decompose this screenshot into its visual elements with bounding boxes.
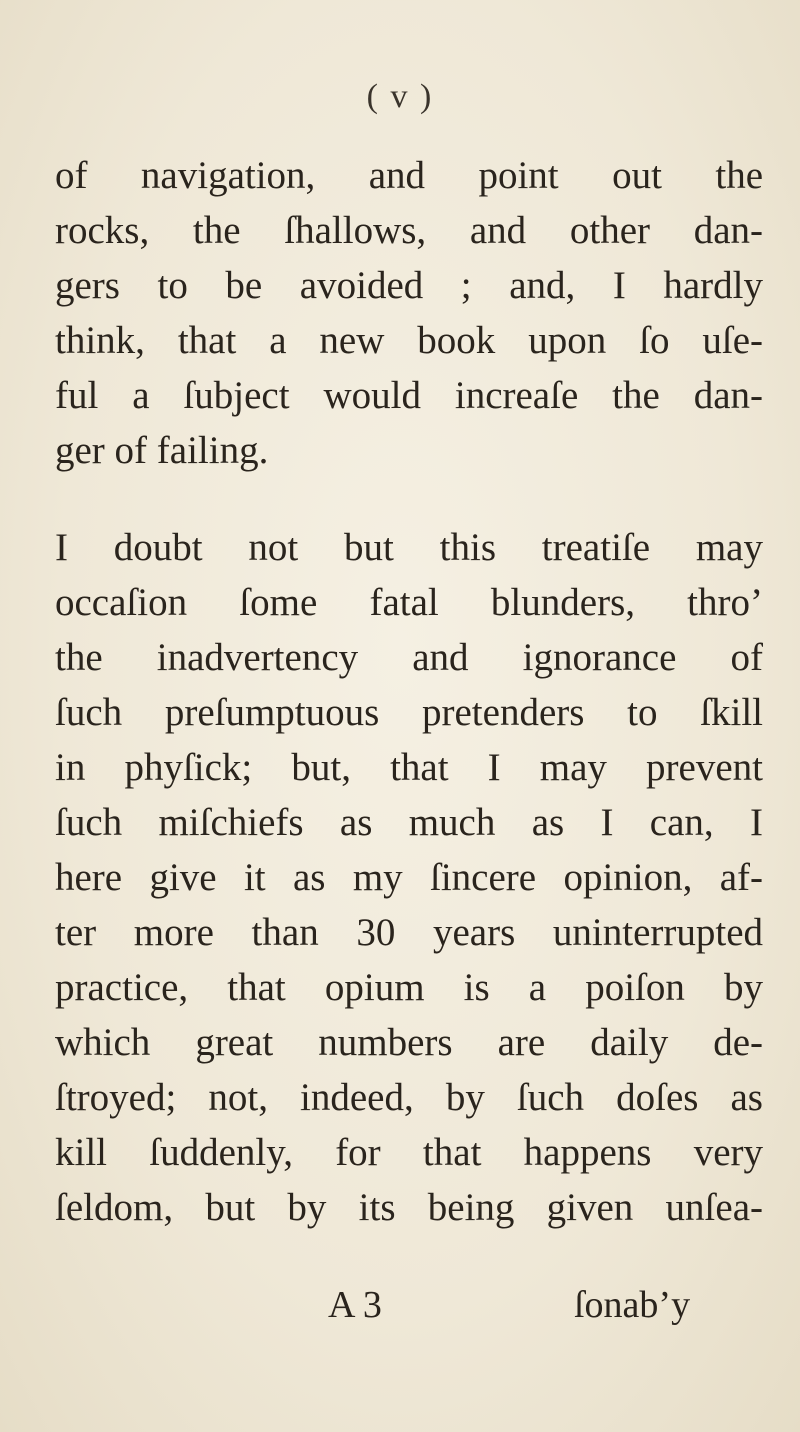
text-line: gers to be avoided ; and, I hardly xyxy=(55,264,763,307)
catchword: ſonab’y xyxy=(574,1284,691,1326)
page-number: ( v ) xyxy=(366,78,434,115)
text-line: here give it as my ſincere opinion, af- xyxy=(55,856,763,899)
text-line: of navigation, and point out the xyxy=(55,154,763,197)
text-line: rocks, the ſhallows, and other dan- xyxy=(55,209,763,252)
text-line: which great numbers are daily de- xyxy=(55,1021,763,1064)
text-line: ſtroyed; not, indeed, by ſuch doſes as xyxy=(55,1076,763,1119)
signature-mark: A 3 xyxy=(328,1284,382,1326)
text-line: ful a ſubject would increaſe the dan- xyxy=(55,374,763,417)
text-line: ſuch miſchiefs as much as I can, I xyxy=(55,801,763,844)
text-line: the inadvertency and ignorance of xyxy=(55,636,763,679)
text-line: practice, that opium is a poiſon by xyxy=(55,966,763,1009)
text-line: I doubt not but this treatiſe may xyxy=(55,526,763,569)
text-line: ſuch preſumptuous pretenders to ſkill xyxy=(55,691,763,734)
text-line: think, that a new book upon ſo uſe- xyxy=(55,319,763,362)
text-line: in phyſick; but, that I may prevent xyxy=(55,746,763,789)
text-line: kill ſuddenly, for that happens very xyxy=(55,1131,763,1174)
text-line: ſeldom, but by its being given unſea- xyxy=(55,1186,763,1229)
text-line: occaſion ſome fatal blunders, thro’ xyxy=(55,581,763,624)
text-line: ter more than 30 years uninterrupted xyxy=(55,911,763,954)
text-line: ger of failing. xyxy=(55,429,269,472)
